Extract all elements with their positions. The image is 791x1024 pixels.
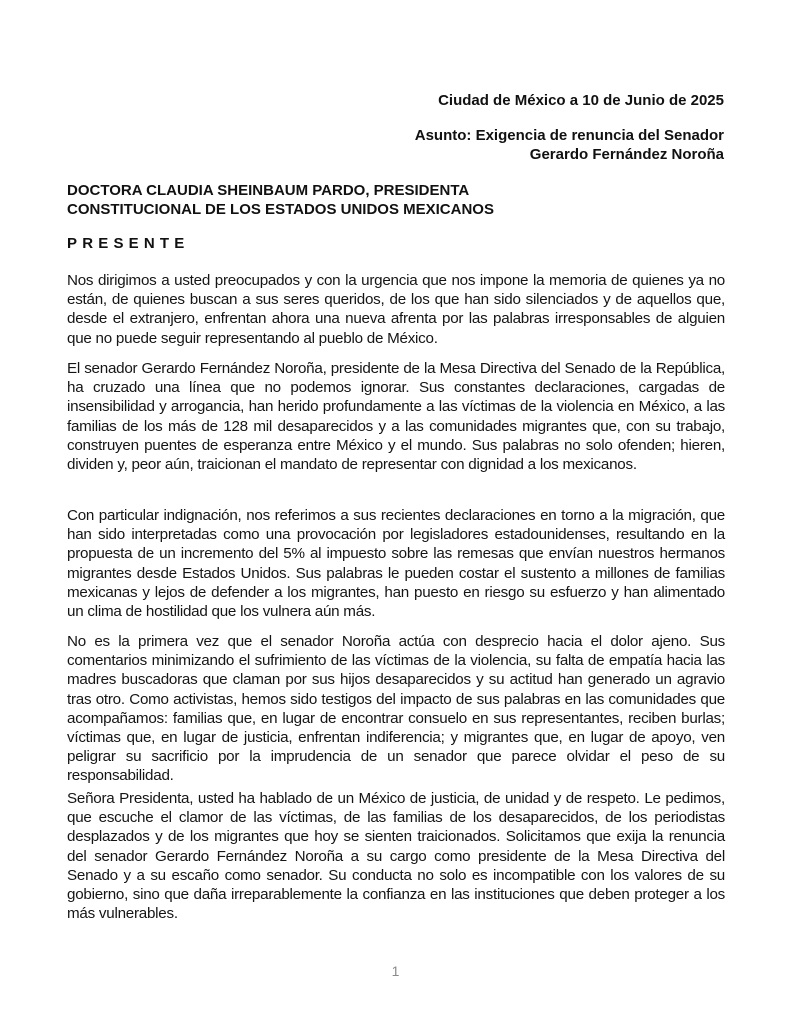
subject-line-1: Asunto: Exigencia de renuncia del Senador <box>414 127 724 144</box>
body-paragraph-4: No es la primera vez que el senador Noroña actúa con desprecio hacia el dolor ajeno. Sus comentarios minimizando el sufrimiento de las víctimas de la violencia, su falta de empatía hacia las madres buscadoras que claman por sus hijos desaparecidos y su actitud han generado un agravio tras otro. Como activistas, hemos sido testigos del impacto de sus palabras en las comunidades que acompañamos: familias que, en lugar de encontrar consuelo en sus representantes, reciben burlas; víctimas que, en lugar de justicia, enfrentan indiferencia; y migrantes que, en lugar de apoyo, ven peligrar su sacrificio por la imprudencia de un senador que parece olvidar el peso de su responsabilidad. <box>67 633 725 785</box>
body-paragraph-2: El senador Gerardo Fernández Noroña, presidente de la Mesa Directiva del Senado de la República, ha cruzado una línea que no podemos ignorar. Sus constantes declaraciones, cargadas de insensibilidad y arrogancia, han herido profundamente a las víctimas de la violencia en México, a las familias de los más de 128 mil desaparecidos y a las comunidades migrantes que, con su trabajo, construyen puentes de esperanza entre México y el mundo. Sus palabras no solo ofenden; hieren, dividen y, peor aún, traicionan el mandato de representar con dignidad a los mexicanos. <box>67 360 725 474</box>
recipient-line-1: DOCTORA CLAUDIA SHEINBAUM PARDO, PRESIDENTA <box>67 182 470 199</box>
page-number: 1 <box>391 963 400 979</box>
recipient-line-2: CONSTITUCIONAL DE LOS ESTADOS UNIDOS MEXICANOS <box>67 201 494 218</box>
body-paragraph-3: Con particular indignación, nos referimos a sus recientes declaraciones en torno a la migración, que han sido interpretadas como una provocación por legisladores estadounidenses, resultando en la propuesta de un incremento del 5% al impuesto sobre las remesas que envían nuestros hermanos migrantes desde Estados Unidos. Sus palabras le pueden costar el sustento a millones de familias mexicanas y lejos de defender a los migrantes, han puesto en riesgo su esfuerzo y han alimentado un clima de hostilidad que los vulnera aún más. <box>67 507 725 621</box>
body-paragraph-1: Nos dirigimos a usted preocupados y con la urgencia que nos impone la memoria de quienes ya no están, de quienes buscan a sus seres queridos, de los que han sido silenciados y de aquellos que, desde el extranjero, enfrentan ahora una nueva afrenta por las palabras irresponsables de alguien que no puede seguir representando al pueblo de México. <box>67 272 725 347</box>
salutation: PRESENTE <box>67 235 190 252</box>
subject-block <box>380 126 724 164</box>
recipient-block <box>67 181 727 219</box>
body-paragraph-5: Señora Presidenta, usted ha hablado de un México de justicia, de unidad y de respeto. Le pedimos, que escuche el clamor de las víctimas, de las familias de los desaparecidos, de los periodistas desplazados y de los migrantes que hoy se sienten traicionados. Solicitamos que exija la renuncia del senador Gerardo Fernández Noroña a su cargo como presidente de la Mesa Directiva del Senado y a su escaño como senador. Su conducta no solo es incompatible con los valores de su gobierno, sino que daña irreparablemente la confianza en las instituciones que deben proteger a los más vulnerables. <box>67 790 725 923</box>
date-line: Ciudad de México a 10 de Junio de 2025 <box>438 92 724 109</box>
subject-line-2: Gerardo Fernández Noroña <box>529 146 724 163</box>
